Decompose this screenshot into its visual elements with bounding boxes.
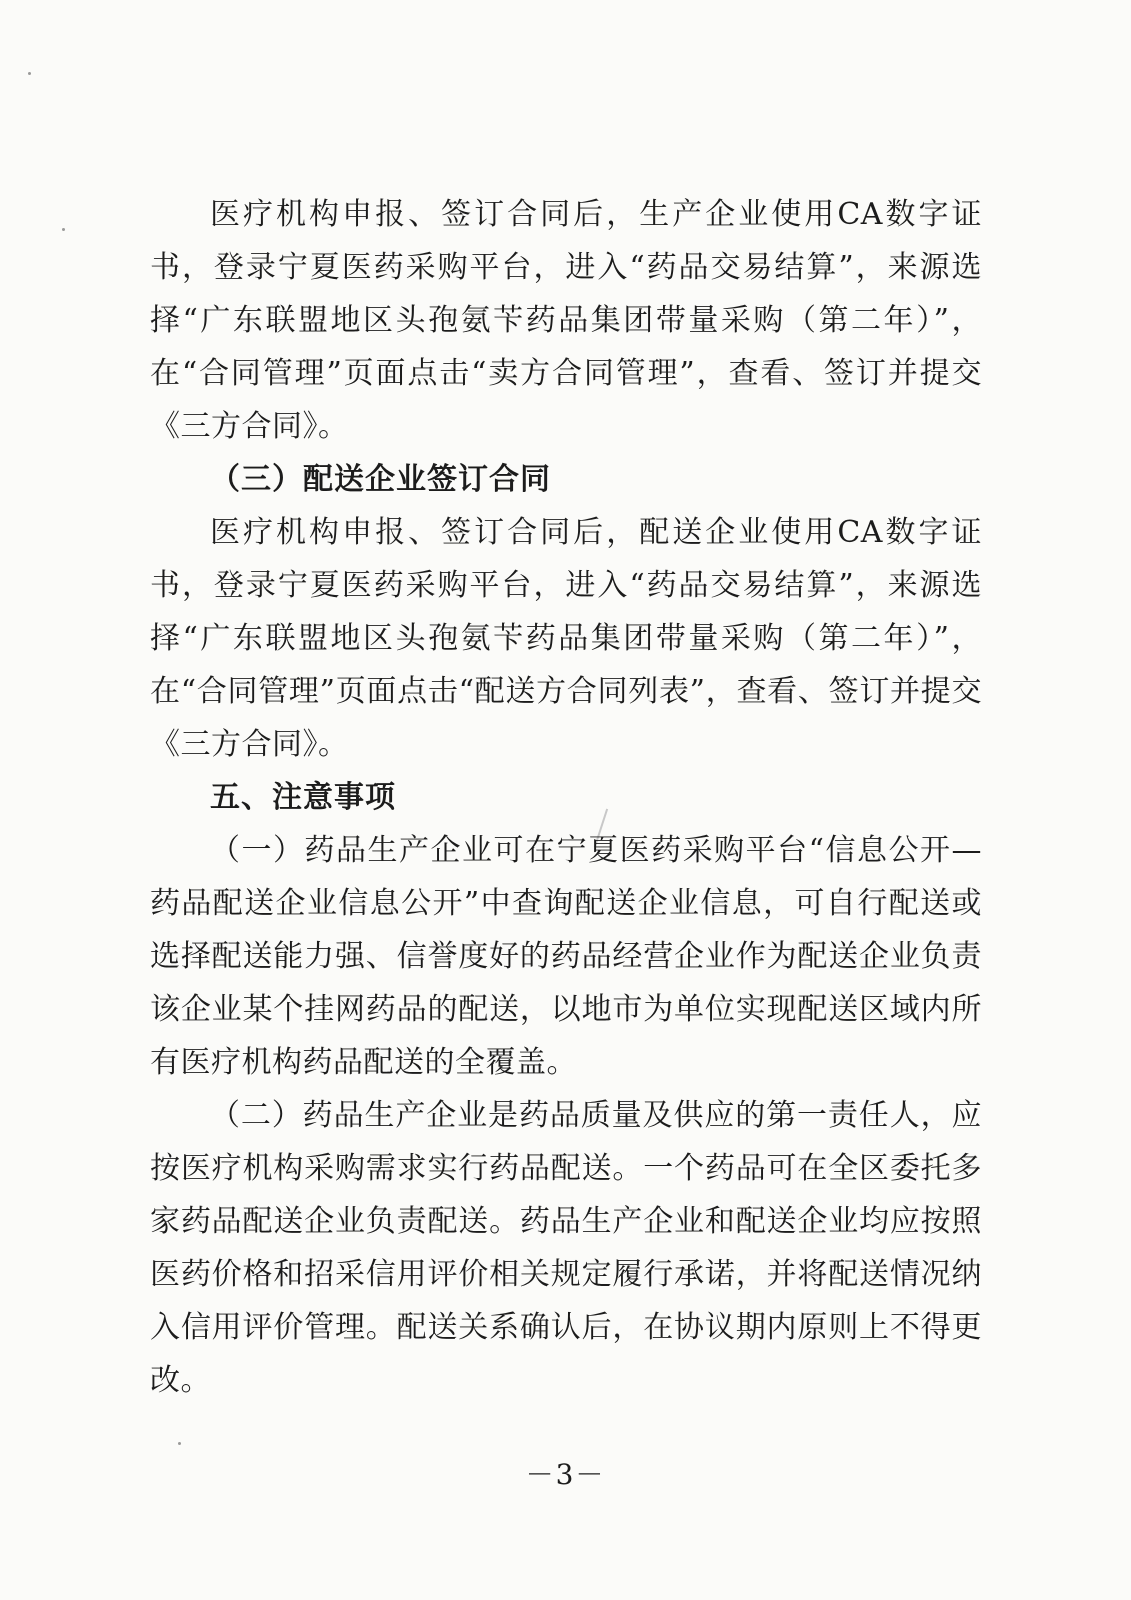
paragraph-distributor-contract: 医疗机构申报、签订合同后，配送企业使用CA数字证书，登录宁夏医药采购平台，进入“药品交易结算”，来源选择“广东联盟地区头孢氨苄药品集团带量采购（第二年）”，在“合同管理”页面点击“配送方合同列表”，查看、签订并提交《三方合同》。	[150, 515, 982, 762]
page-number: －3－	[525, 1458, 606, 1491]
paragraph-note-2: （二）药品生产企业是药品质量及供应的第一责任人，应按医疗机构采购需求实行药品配送。一个药品可在全区委托多家药品配送企业负责配送。药品生产企业和配送企业均应按照医药价格和招采信用评价相关规定履行承诺，并将配送情况纳入信用评价管理。配送关系确认后，在协议期内原则上不得更改。	[150, 1098, 982, 1398]
paragraph-note-1: （一）药品生产企业可在宁夏医药采购平台“信息公开—药品配送企业信息公开”中查询配送企业信息，可自行配送或选择配送能力强、信誉度好的药品经营企业作为配送企业负责该企业某个挂网药品的配送，以地市为单位实现配送区域内所有医疗机构药品配送的全覆盖。	[150, 833, 982, 1080]
scan-speck	[28, 72, 31, 75]
paragraph-manufacturer-contract: 医疗机构申报、签订合同后，生产企业使用CA数字证书，登录宁夏医药采购平台，进入“药品交易结算”，来源选择“广东联盟地区头孢氨苄药品集团带量采购（第二年）”，在“合同管理”页面点击“卖方合同管理”，查看、签订并提交《三方合同》。	[150, 197, 982, 444]
scan-speck	[178, 1442, 181, 1445]
subheading-distributor-contract: （三）配送企业签订合同	[210, 462, 551, 497]
document-body	[150, 188, 982, 1407]
scan-speck	[62, 228, 65, 231]
section-heading-notes: 五、注意事项	[210, 780, 396, 815]
